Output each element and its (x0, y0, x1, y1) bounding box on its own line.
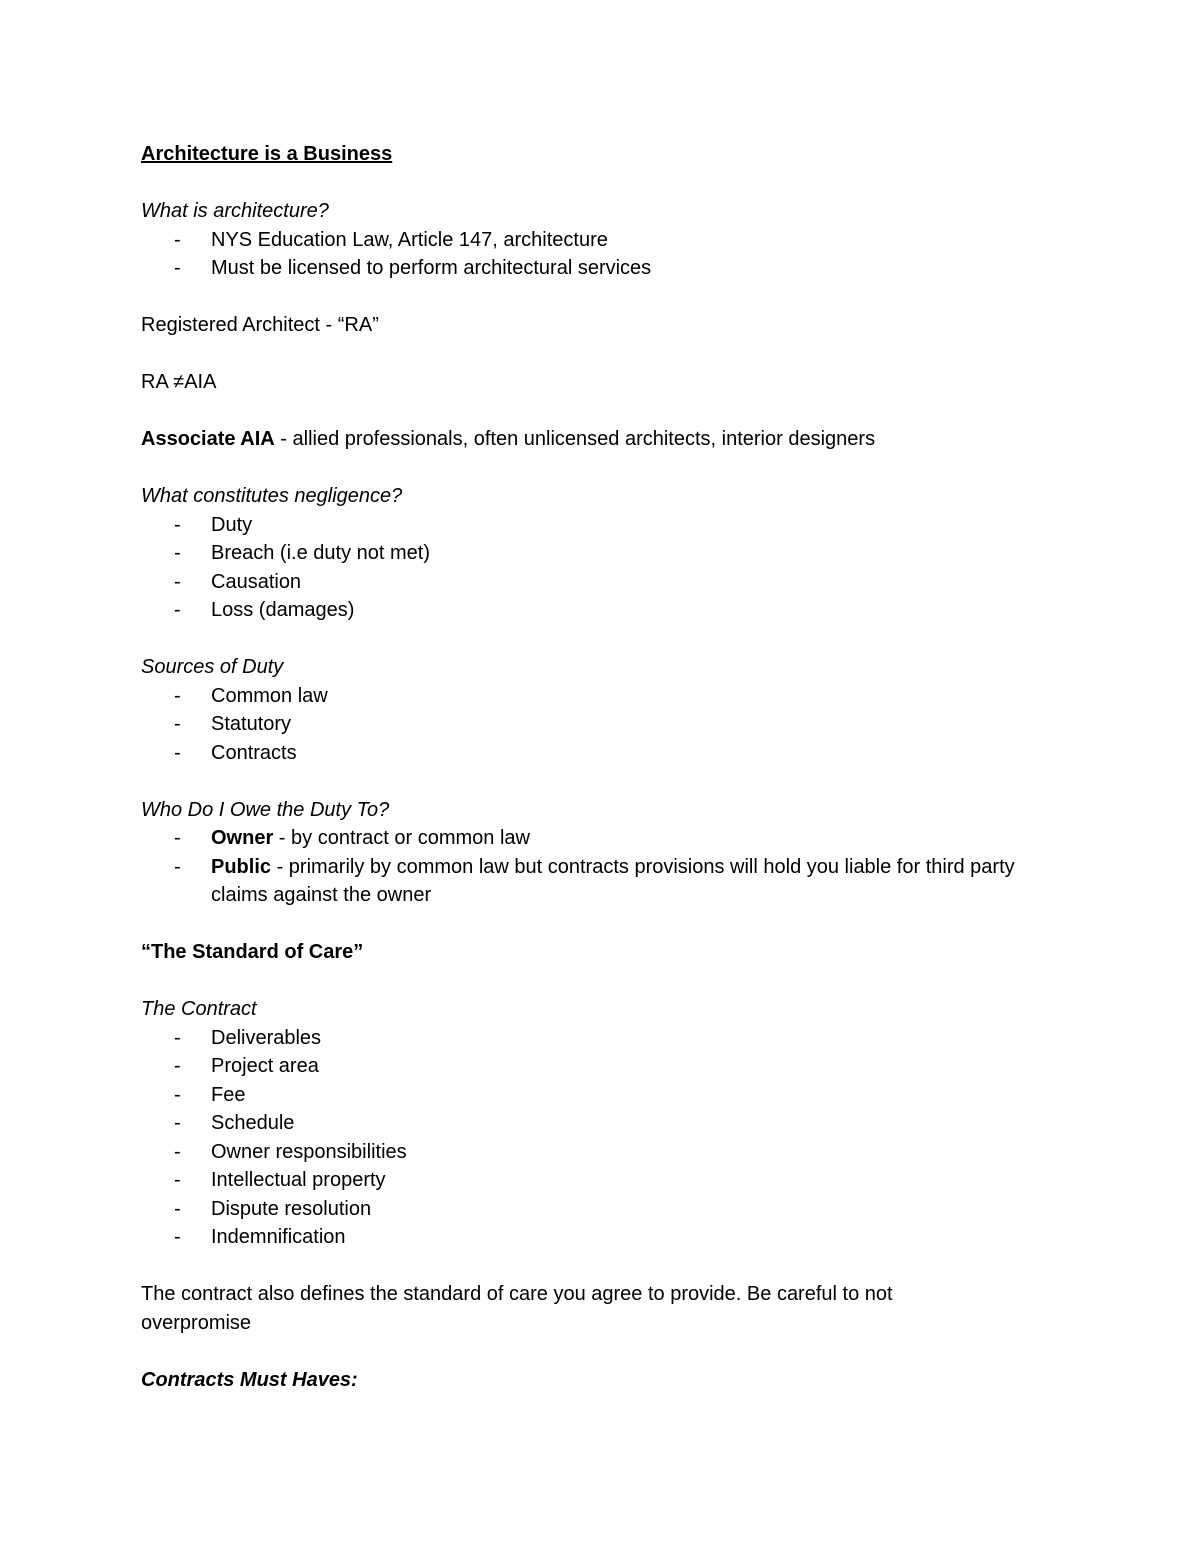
list-item: - Fee (174, 1083, 246, 1106)
owe-duty-heading: Who Do I Owe the Duty To? (141, 798, 390, 821)
owner-term: Owner (211, 827, 274, 849)
contract-heading: The Contract (141, 998, 257, 1020)
what-is-architecture-heading: What is architecture? (141, 200, 329, 222)
negligence-heading: What constitutes negligence? (141, 485, 403, 507)
list-item: - Owner - by contract or common law (174, 827, 530, 849)
list-item: - Project area (174, 1055, 319, 1077)
list-item: - Must be licensed to perform architectural services (174, 257, 652, 279)
contract-list (141, 1024, 1041, 1252)
list-item: - NYS Education Law, Article 147, architecture (174, 228, 608, 251)
associate-aia-text: Associate AIA - allied professionals, often unlicensed architects, interior designers (141, 428, 876, 450)
list-item: - Common law (174, 684, 328, 707)
list-item: - Public - primarily by common law but contracts provisions will hold you liable for third party claims against the owner (174, 855, 1015, 906)
list-item: - Dispute resolution (174, 1197, 372, 1220)
contract-note-text: The contract also defines the standard of care you agree to provide. Be careful to not overpromise (141, 1283, 893, 1334)
list-item: - Deliverables (174, 1026, 322, 1049)
contracts-must-haves-heading: Contracts Must Haves: (141, 1368, 358, 1391)
document-page (141, 140, 1041, 1394)
negligence-list (141, 511, 1041, 625)
ra-not-aia-text: RA ≠AIA (141, 371, 217, 393)
list-item: - Schedule (174, 1112, 295, 1134)
list-item: - Loss (damages) (174, 599, 355, 621)
associate-aia-term: Associate AIA (141, 428, 275, 450)
list-item: - Indemnification (174, 1226, 346, 1248)
document-title: Architecture is a Business (141, 143, 393, 165)
sources-of-duty-heading: Sources of Duty (141, 656, 284, 678)
list-item: - Breach (i.e duty not met) (174, 542, 430, 564)
standard-of-care-heading: “The Standard of Care” (141, 941, 364, 963)
list-item: - Statutory (174, 713, 292, 735)
what-is-architecture-list (141, 226, 1041, 283)
public-term: Public (211, 855, 272, 878)
registered-architect-text: Registered Architect - “RA” (141, 314, 379, 336)
list-item: - Duty (174, 513, 253, 536)
list-item: - Intellectual property (174, 1169, 386, 1191)
list-item: - Contracts (174, 741, 297, 764)
sources-of-duty-list (141, 682, 1041, 768)
owe-duty-list (141, 824, 1041, 910)
list-item: - Causation (174, 570, 302, 593)
list-item: - Owner responsibilities (174, 1140, 407, 1163)
